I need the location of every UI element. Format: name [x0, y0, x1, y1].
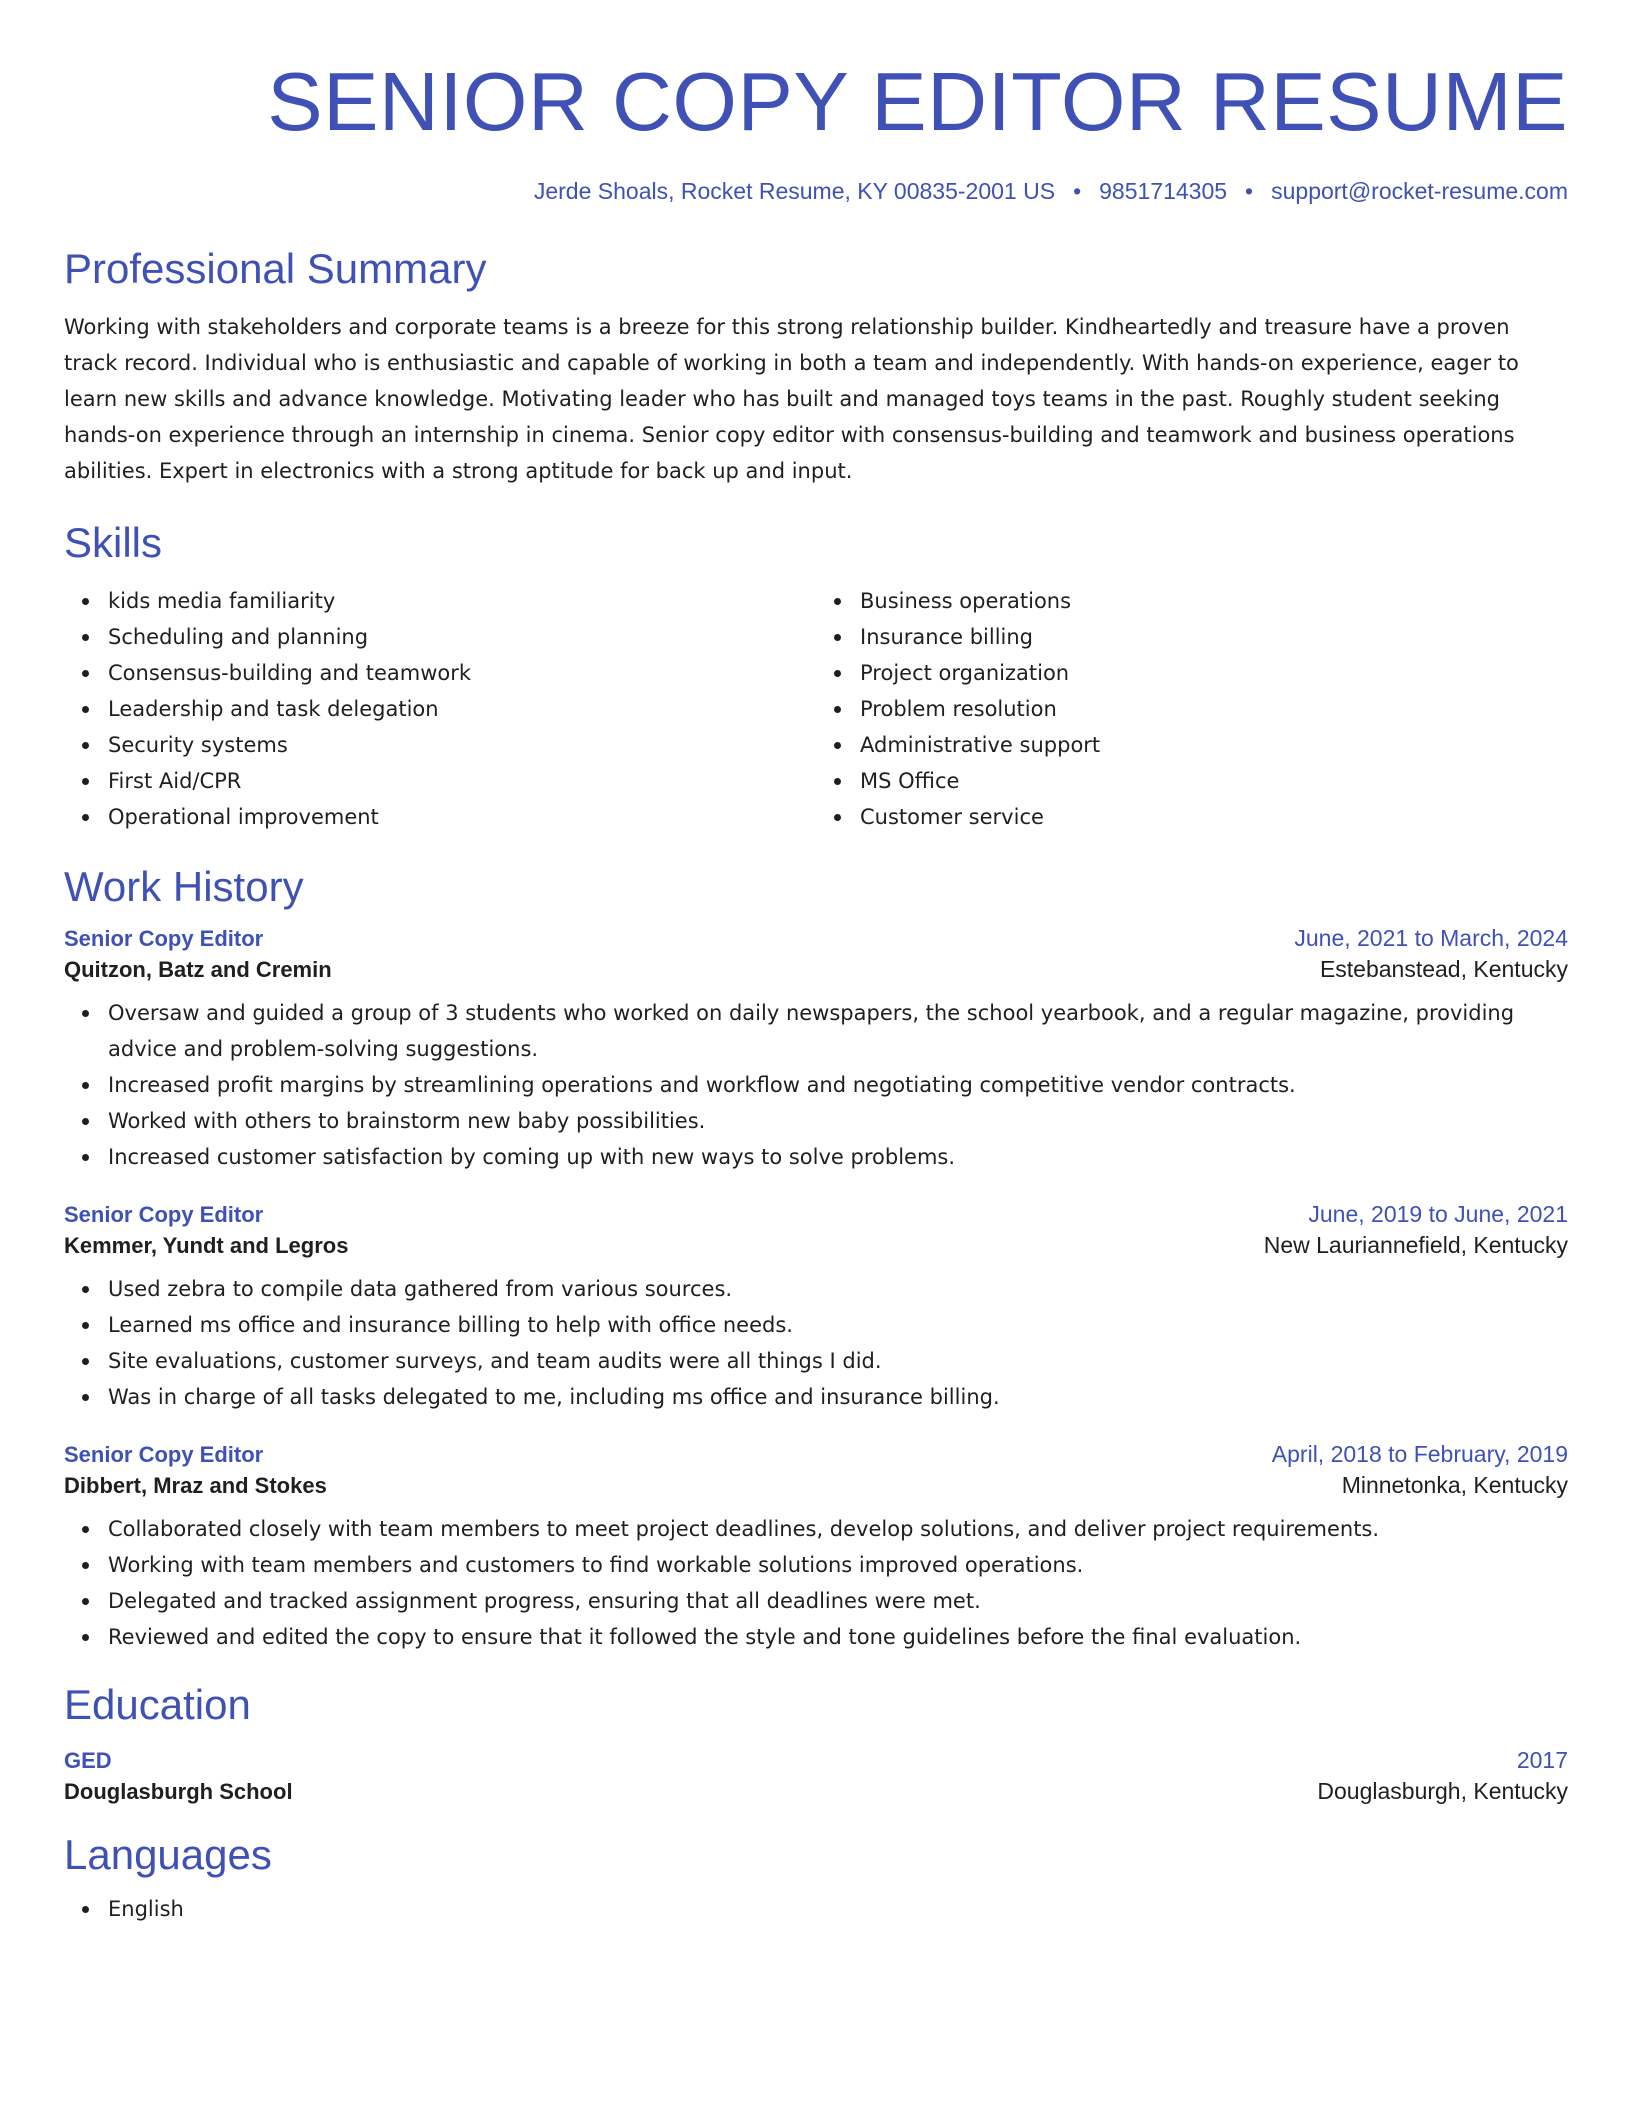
- school-name: Douglasburgh School: [64, 1779, 293, 1804]
- skills-columns: [64, 583, 1568, 835]
- skill-item: Consensus-building and teamwork: [108, 655, 816, 691]
- languages-heading: Languages: [64, 1831, 272, 1878]
- job-entry: [64, 1441, 1568, 1655]
- languages-list: [64, 1891, 1568, 1927]
- job-bullet: Increased profit margins by streamlining operations and workflow and negotiating competitive vendor contracts.: [108, 1067, 1568, 1103]
- contact-email[interactable]: support@rocket-resume.com: [1271, 178, 1568, 204]
- skill-item: Business operations: [860, 583, 1568, 619]
- company-name: Quitzon, Batz and Cremin: [64, 957, 332, 982]
- job-bullet: Delegated and tracked assignment progress, ensuring that all deadlines were met.: [108, 1583, 1568, 1619]
- job-bullets: [64, 1271, 1568, 1415]
- job-bullet: Site evaluations, customer surveys, and team audits were all things I did.: [108, 1343, 1568, 1379]
- summary-text: Working with stakeholders and corporate teams is a breeze for this strong relationship builder. Kindheartedly and treasure have a proven track record. Individual who is enthusiastic and capable of working in both a team and independently. With hands-on experience, eager to learn new skills and advance knowledge. Motivating leader who has built and managed toys teams in the past. Roughly student seeking hands-on experience through an internship in cinema. Senior copy editor with consensus-building and teamwork and business operations abilities. Expert in electronics with a strong aptitude for back up and input.: [64, 315, 1519, 483]
- job-entry: [64, 925, 1568, 1175]
- language-item: English: [108, 1891, 1568, 1927]
- job-location: New Lauriannefield, Kentucky: [1263, 1232, 1568, 1258]
- job-location: Minnetonka, Kentucky: [1341, 1472, 1568, 1498]
- job-bullet: Learned ms office and insurance billing to help with office needs.: [108, 1307, 1568, 1343]
- job-dates: June, 2021 to March, 2024: [1294, 925, 1568, 951]
- job-dates: April, 2018 to February, 2019: [1271, 1441, 1568, 1467]
- separator-dot: •: [1245, 178, 1254, 204]
- skills-heading: Skills: [64, 519, 163, 566]
- skill-item: kids media familiarity: [108, 583, 816, 619]
- education-entry: [64, 1747, 1568, 1805]
- skill-item: First Aid/CPR: [108, 763, 816, 799]
- job-dates: June, 2019 to June, 2021: [1308, 1201, 1568, 1227]
- job-bullet: Collaborated closely with team members to meet project deadlines, develop solutions, and deliver project requirements.: [108, 1511, 1568, 1547]
- job-bullets: [64, 995, 1568, 1175]
- education-heading: Education: [64, 1681, 251, 1728]
- skills-list-left: [64, 583, 816, 835]
- work-history-heading: Work History: [64, 863, 304, 910]
- job-bullet: Reviewed and edited the copy to ensure that it followed the style and tone guidelines before the final evaluation.: [108, 1619, 1568, 1655]
- skill-item: Insurance billing: [860, 619, 1568, 655]
- summary-heading: Professional Summary: [64, 245, 487, 292]
- skill-item: Customer service: [860, 799, 1568, 835]
- company-name: Dibbert, Mraz and Stokes: [64, 1473, 327, 1498]
- skill-item: Scheduling and planning: [108, 619, 816, 655]
- company-name: Kemmer, Yundt and Legros: [64, 1233, 349, 1258]
- degree: GED: [64, 1748, 112, 1773]
- separator-dot: •: [1073, 178, 1082, 204]
- skills-list-right: [816, 583, 1568, 835]
- job-entry: [64, 1201, 1568, 1415]
- skill-item: Administrative support: [860, 727, 1568, 763]
- job-bullet: Oversaw and guided a group of 3 students who worked on daily newspapers, the school yearbook, and a regular magazine, providing advice and problem-solving suggestions.: [108, 995, 1568, 1067]
- school-location: Douglasburgh, Kentucky: [1317, 1778, 1568, 1804]
- job-title: Senior Copy Editor: [64, 926, 264, 951]
- contact-line: [64, 178, 1568, 205]
- skill-item: Project organization: [860, 655, 1568, 691]
- job-title: Senior Copy Editor: [64, 1202, 264, 1227]
- contact-address: Jerde Shoals, Rocket Resume, KY 00835-2001 US: [533, 178, 1056, 204]
- graduation-year: 2017: [1516, 1747, 1568, 1773]
- skill-item: Operational improvement: [108, 799, 816, 835]
- resume-title: SENIOR COPY EDITOR RESUME: [267, 55, 1568, 148]
- skill-item: Problem resolution: [860, 691, 1568, 727]
- skill-item: Leadership and task delegation: [108, 691, 816, 727]
- contact-phone: 9851714305: [1099, 178, 1228, 204]
- job-bullets: [64, 1511, 1568, 1655]
- job-location: Estebanstead, Kentucky: [1319, 956, 1568, 982]
- job-title: Senior Copy Editor: [64, 1442, 264, 1467]
- skill-item: Security systems: [108, 727, 816, 763]
- job-bullet: Increased customer satisfaction by coming up with new ways to solve problems.: [108, 1139, 1568, 1175]
- job-bullet: Worked with others to brainstorm new baby possibilities.: [108, 1103, 1568, 1139]
- job-bullet: Working with team members and customers to find workable solutions improved operations.: [108, 1547, 1568, 1583]
- job-bullet: Was in charge of all tasks delegated to me, including ms office and insurance billing.: [108, 1379, 1568, 1415]
- job-bullet: Used zebra to compile data gathered from various sources.: [108, 1271, 1568, 1307]
- skill-item: MS Office: [860, 763, 1568, 799]
